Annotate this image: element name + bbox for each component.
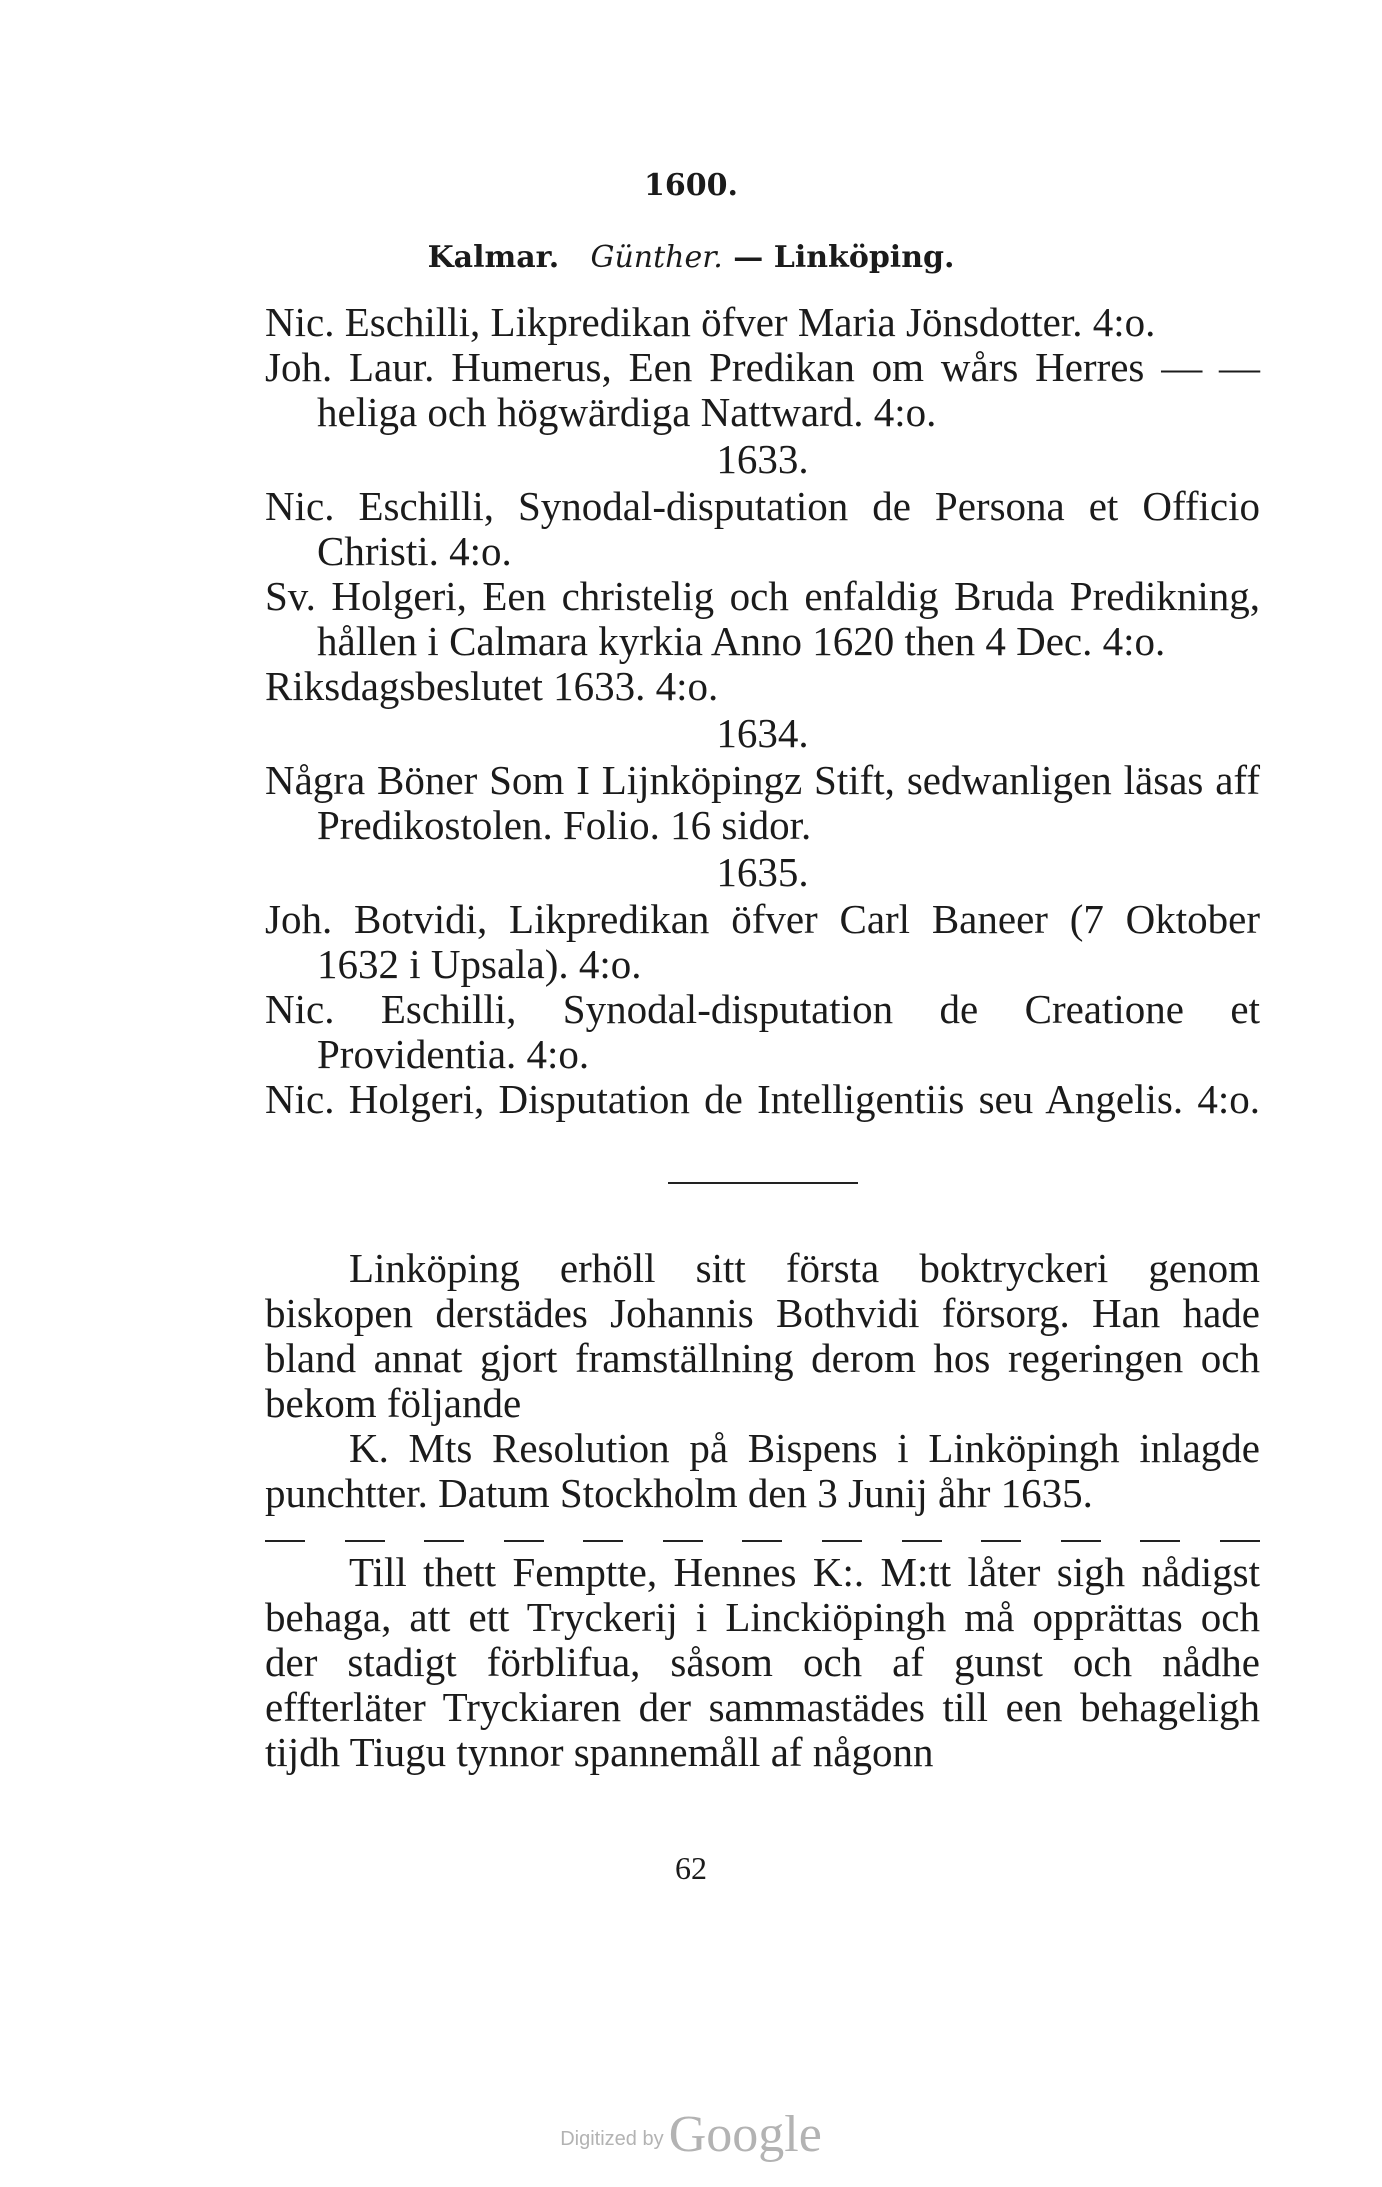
place-kalmar: Kalmar. [427,240,560,275]
dash-line [265,1518,1260,1542]
bibliography-entry: Några Böner Som I Lijnköpingz Stift, sedwanligen läsas aff Predikostolen. Folio. 16 sidor. [265,757,1260,848]
watermark-prefix: Digitized by [560,2128,664,2150]
bibliography-entry: Joh. Botvidi, Likpredikan öfver Carl Baneer (7 Oktober 1632 i Upsala). 4:o. [265,896,1260,987]
place-heading [0,240,1382,275]
place-separator: — [733,240,764,275]
resolution-title: K. Mts Resolution på Bispens i Linköpingh inlagde punchtter. Datum Stockholm den 3 Junij åhr 1635. [265,1425,1260,1516]
year-subheading: 1634. [716,710,809,756]
place-linkoping: Linköping. [773,240,955,275]
resolution-text: Till thett Femptte, Hennes K:. M:tt låter sigh nådigst behaga, att ett Tryckerij i Linckiöpingh må opprättas och der stadigt förblifua, såsom och af gunst och nådhe effterläter Tryckiaren der sammastädes till een behageligh tijdh Tiugu tynnor spannemåll af någonn [265,1549,1260,1775]
bibliography-entry: Nic. Eschilli, Synodal-disputation de Persona et Officio Christi. 4:o. [265,483,1260,574]
narrative-paragraph: Linköping erhöll sitt första boktryckeri genom biskopen derstädes Johannis Bothvidi försorg. Han hade bland annat gjort framställning derom hos regeringen och bekom följande [265,1245,1260,1426]
digitization-watermark [0,2105,1382,2164]
bibliography-entry: Riksdagsbeslutet 1633. 4:o. [265,663,719,709]
google-logo: Google [668,2106,822,2163]
bibliography-entry: Nic. Eschilli, Synodal-disputation de Creatione et Providentia. 4:o. [265,986,1260,1077]
bibliography-entry: Sv. Holgeri, Een christelig och enfaldig Bruda Predikning, hållen i Calmara kyrkia Anno 1620 then 4 Dec. 4:o. [265,573,1260,664]
year-subheading: 1635. [716,849,809,895]
bibliography-entry: Joh. Laur. Humerus, Een Predikan om wårs Herres — — heliga och högwärdiga Nattward. 4:o. [265,344,1260,435]
section-divider [668,1182,858,1184]
page-body [265,300,1260,1775]
bibliography-entry: Nic. Holgeri, Disputation de Intelligentiis seu Angelis. 4:o. [265,1076,1260,1122]
page-number: 62 [675,1850,707,1886]
bibliography-entry: Nic. Eschilli, Likpredikan öfver Maria Jönsdotter. 4:o. [265,299,1156,345]
year-subheading: 1633. [716,436,809,482]
printer-name: Günther. [590,240,723,275]
year-heading: 1600. [644,168,738,203]
